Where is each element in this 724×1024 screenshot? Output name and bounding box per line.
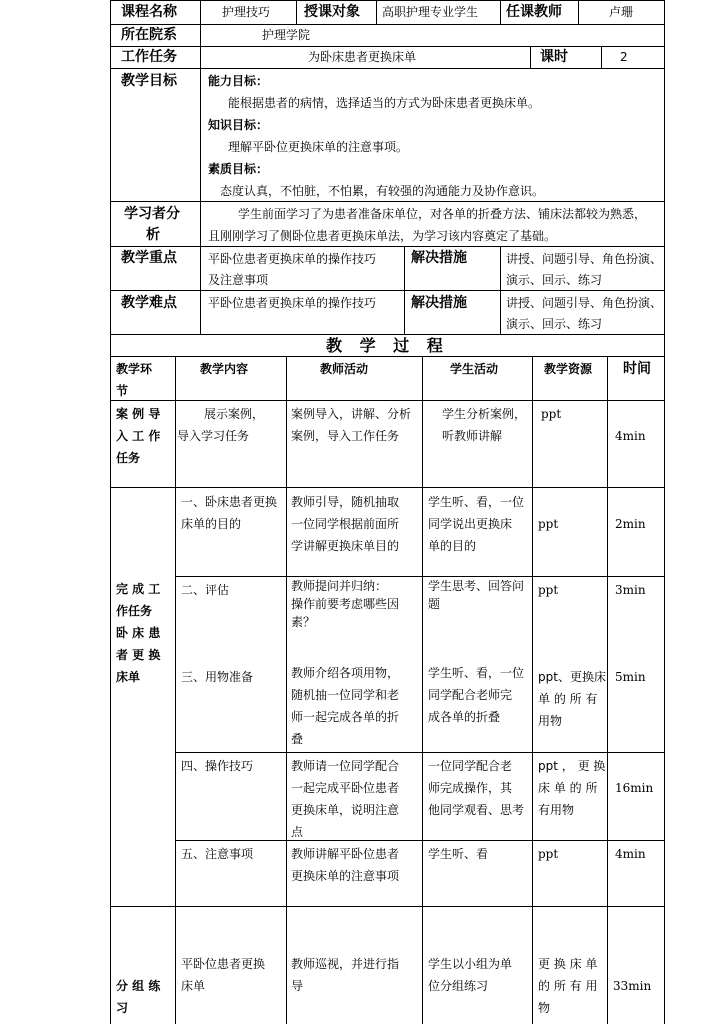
col-stage-header-2: 节: [116, 384, 129, 398]
r2-time: 3min: [615, 583, 646, 597]
r3-resource-3: 用物: [538, 714, 563, 728]
col-time-header: 时间: [623, 361, 651, 377]
hours-label: 课时: [540, 49, 568, 65]
key-point-method-label: 解决措施: [411, 250, 467, 266]
r3-teacher-3: 师一起完成各单的折: [291, 710, 400, 724]
goals-label: 教学目标: [121, 73, 177, 89]
dept-label: 所在院系: [121, 27, 177, 43]
col-content-header: 教学内容: [200, 362, 249, 376]
r5-teacher-1: 教师讲解平卧位患者: [291, 847, 400, 861]
r4-teacher-3: 更换床单，说明注意: [291, 803, 400, 817]
ability-text: 能根据患者的病情，选择适当的方式为卧床患者更换床单。: [228, 96, 541, 110]
group-student-1: 学生以小组为单: [428, 957, 513, 971]
r4-resource-3: 有用物: [538, 803, 575, 817]
r2-resource: ppt: [538, 583, 559, 597]
r3-resource-2: 单 的 所 有: [538, 692, 598, 706]
r1-time: 2min: [615, 517, 646, 531]
r2-teacher-3: 素？: [291, 615, 316, 629]
r4-teacher-4: 点: [291, 825, 304, 839]
complete-stage-5: 床单: [116, 670, 141, 684]
group-resource-3: 物: [538, 1001, 551, 1015]
r4-student-2: 师完成操作，其: [428, 781, 513, 795]
r4-teacher-1: 教师请一位同学配合: [291, 759, 400, 773]
difficulty-label: 教学难点: [121, 295, 177, 311]
r4-content-1: 四、操作技巧: [181, 759, 254, 773]
intro-student-1: 学生分析案例，: [442, 407, 527, 421]
col-student-header: 学生活动: [450, 362, 499, 376]
r4-time: 16min: [615, 781, 654, 795]
r2-content-1: 二、评估: [181, 583, 230, 597]
task-label: 工作任务: [121, 49, 177, 65]
r4-resource-1: ppt ， 更 换: [538, 759, 606, 773]
intro-time: 4min: [615, 429, 646, 443]
r3-student-3: 成各单的折叠: [428, 710, 501, 724]
group-teacher-1: 教师巡视，并进行指: [291, 957, 400, 971]
r4-student-3: 他同学观看、思考: [428, 803, 525, 817]
r3-student-2: 同学配合老师完: [428, 688, 513, 702]
intro-stage-2: 入 工 作: [116, 429, 161, 443]
r3-teacher-1: 教师介绍各项用物，: [291, 666, 400, 680]
difficulty-method-label: 解决措施: [411, 295, 467, 311]
col-teacher-header: 教师活动: [320, 362, 369, 376]
complete-stage-1: 完 成 工: [116, 582, 161, 596]
intro-content-1: 展示案例，: [204, 407, 265, 421]
task-value: 为卧床患者更换床单: [308, 50, 417, 64]
audience-label: 授课对象: [304, 4, 360, 20]
key-point-text-2: 及注意事项: [208, 273, 269, 287]
complete-stage-3: 卧 床 患: [116, 626, 161, 640]
knowledge-title: 知识目标：: [208, 118, 269, 132]
intro-student-2: 听教师讲解: [442, 429, 503, 443]
dept-value: 护理学院: [262, 28, 311, 42]
key-point-method-2: 演示、回示、练习: [506, 273, 603, 287]
r5-student-1: 学生听、看: [428, 847, 489, 861]
process-title: 教 学 过 程: [326, 336, 449, 355]
group-stage-2: 习: [116, 1001, 129, 1015]
r3-student-1: 学生听、看，一位: [428, 666, 525, 680]
complete-stage-2: 作任务: [116, 604, 153, 618]
ability-title: 能力目标：: [208, 74, 269, 88]
r1-student-2: 同学说出更换床: [428, 517, 513, 531]
r3-time: 5min: [615, 670, 646, 684]
key-point-label: 教学重点: [121, 250, 177, 266]
learner-label-2: 析: [146, 227, 160, 243]
r1-teacher-3: 学讲解更换床单目的: [291, 539, 400, 553]
r5-teacher-2: 更换床单的注意事项: [291, 869, 400, 883]
difficulty-method-1: 讲授、问题引导、角色扮演、: [506, 296, 663, 310]
difficulty-text: 平卧位患者更换床单的操作技巧: [208, 296, 377, 310]
intro-teacher-1: 案例导入，讲解、分析: [291, 407, 412, 421]
group-teacher-2: 导: [291, 979, 304, 993]
difficulty-method-2: 演示、回示、练习: [506, 317, 603, 331]
teacher-value: 卢珊: [609, 5, 634, 19]
group-resource-1: 更 换 床 单: [538, 957, 598, 971]
r2-teacher-1: 教师提问并归纳：: [291, 579, 388, 593]
r2-student-1: 学生思考、回答问: [428, 579, 525, 593]
r1-student-1: 学生听、看，一位: [428, 495, 525, 509]
learner-label-1: 学习者分: [124, 206, 180, 222]
r5-time: 4min: [615, 847, 646, 861]
r3-content-1: 三、用物准备: [181, 670, 254, 684]
course-name-value: 护理技巧: [222, 5, 271, 19]
r3-resource-1: ppt、更换床: [538, 670, 606, 684]
col-stage-header-1: 教学环: [116, 362, 153, 376]
learner-text-1: 学生前面学习了为患者准备床单位，对各单的折叠方法、铺床法都较为熟悉，: [238, 207, 647, 221]
knowledge-text: 理解平卧位更换床单的注意事项。: [228, 140, 409, 154]
r5-resource: ppt: [538, 847, 559, 861]
col-resource-header: 教学资源: [544, 362, 593, 376]
group-content-1: 平卧位患者更换: [181, 957, 266, 971]
r4-teacher-2: 一起完成平卧位患者: [291, 781, 400, 795]
quality-text: 态度认真，不怕脏，不怕累，有较强的沟通能力及协作意识。: [220, 184, 545, 198]
intro-teacher-2: 案例，导入工作任务: [291, 429, 400, 443]
quality-title: 素质目标：: [208, 162, 269, 176]
intro-stage-3: 任务: [116, 451, 141, 465]
complete-stage-4: 者 更 换: [116, 648, 161, 662]
intro-resource: ppt: [541, 407, 562, 421]
group-stage-1: 分 组 练: [116, 979, 161, 993]
key-point-text-1: 平卧位患者更换床单的操作技巧: [208, 252, 377, 266]
group-content-2: 床单: [181, 979, 206, 993]
r1-resource: ppt: [538, 517, 559, 531]
audience-value: 高职护理专业学生: [382, 5, 479, 19]
intro-stage-1: 案 例 导: [116, 407, 161, 421]
r1-content-1: 一、卧床患者更换: [181, 495, 278, 509]
group-student-2: 位分组练习: [428, 979, 489, 993]
learner-text-2: 且刚刚学习了侧卧位患者更换床单法，为学习该内容奠定了基础。: [208, 229, 557, 243]
r2-teacher-2: 操作前要考虑哪些因: [291, 597, 400, 611]
teacher-label: 任课教师: [506, 4, 562, 20]
course-name-label: 课程名称: [121, 4, 177, 20]
r2-student-2: 题: [428, 597, 441, 611]
r1-teacher-1: 教师引导，随机抽取: [291, 495, 400, 509]
r4-student-1: 一位同学配合老: [428, 759, 513, 773]
r3-teacher-2: 随机抽一位同学和老: [291, 688, 400, 702]
r1-teacher-2: 一位同学根据前面所: [291, 517, 400, 531]
r4-resource-2: 床 单 的 所: [538, 781, 598, 795]
group-time: 33min: [613, 979, 652, 993]
group-resource-2: 的 所 有 用: [538, 979, 598, 993]
hours-value: 2: [620, 50, 628, 64]
r5-content-1: 五、注意事项: [181, 847, 254, 861]
intro-content-2: 导入学习任务: [177, 429, 250, 443]
r1-student-3: 单的目的: [428, 539, 477, 553]
r3-teacher-4: 叠: [291, 732, 304, 746]
key-point-method-1: 讲授、问题引导、角色扮演、: [506, 252, 663, 266]
r1-content-2: 床单的目的: [181, 517, 242, 531]
